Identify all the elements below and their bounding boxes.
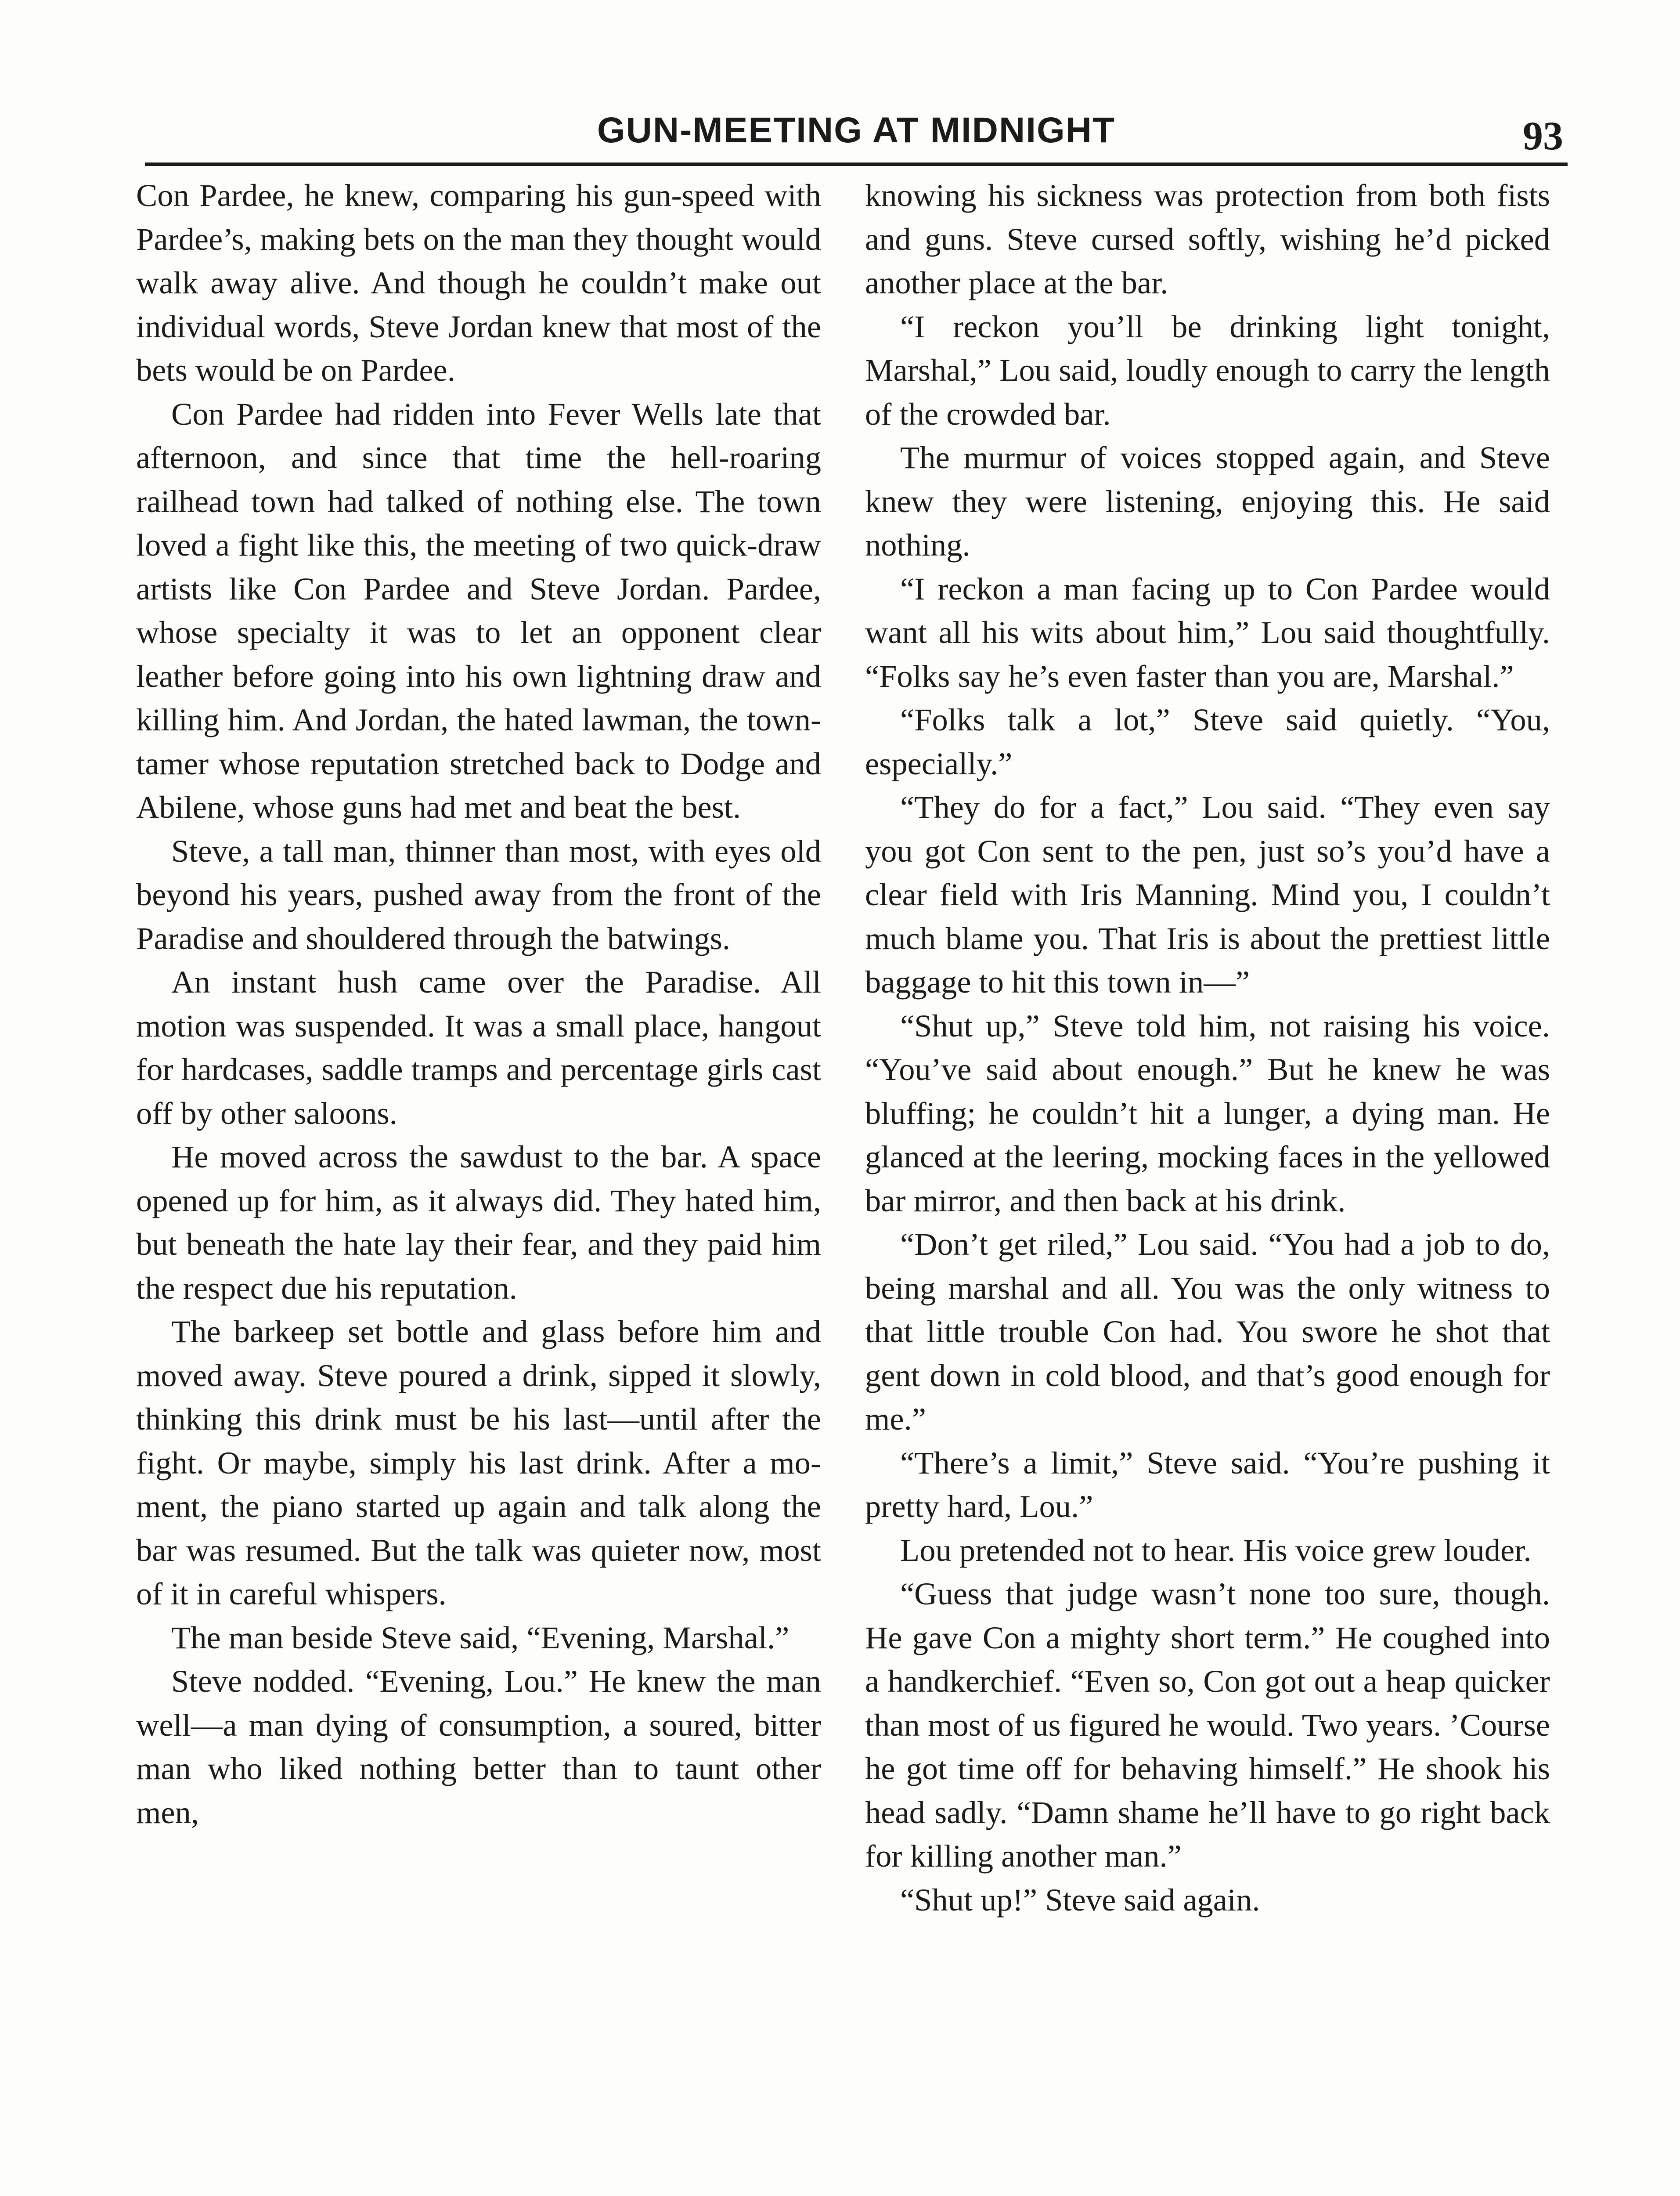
paragraph: The murmur of voices stopped again, and Steve knew they were listening, enjoying this. He said nothing. [865, 440, 1550, 563]
paragraph: “They do for a fact,” Lou said. “They even say you got Con sent to the pen, just so’s you’d have a clear field with Iris Manning. Mind you, I couldn’t much blame you. That Iris is about the prettiest little baggage to hit this town in—” [865, 789, 1550, 1000]
paragraph: “Shut up!” Steve said again. [900, 1882, 1260, 1918]
right-column [865, 173, 1550, 1922]
paragraph: “Guess that judge wasn’t none too sure, though. He gave Con a mighty short term.” He coughed into a handkerchief. “Even so, Con got out a heap quicker than most of us figured he would. Two years. ’Course he got time off for behaving himself.” He shook his head sadly. “Damn shame he’ll have to go right back for killing another man.” [865, 1576, 1550, 1874]
paragraph: The barkeep set bottle and glass before him and moved away. Steve poured a drink, sipped it slowly, thinking this drink must be his last—until after the fight. Or maybe, simply his last drink. After a moment, the piano started up again and talk along the bar was resumed. But the talk was quieter now, most of it in careful whispers. [136, 1314, 821, 1611]
left-column [136, 173, 821, 1834]
paragraph: knowing his sickness was protection from both fists and guns. Steve cursed softly, wishing he’d picked another place at the bar. [865, 177, 1550, 300]
chapter-title: GUN-MEETING AT MIDNIGHT [597, 110, 1116, 150]
paragraph: An instant hush came over the Paradise. All motion was suspended. It was a small place, hangout for hardcases, saddle tramps and percentage girls cast off by other saloons. [136, 964, 821, 1131]
paragraph: “I reckon a man facing up to Con Pardee would want all his wits about him,” Lou said thoughtfully. “Folks say he’s even faster than you are, Marshal.” [865, 571, 1550, 694]
paragraph: Lou pretended not to hear. His voice grew louder. [900, 1532, 1532, 1568]
paragraph: “Folks talk a lot,” Steve said quietly. “You, especially.” [865, 702, 1550, 781]
paragraph: “There’s a limit,” Steve said. “You’re pushing it pretty hard, Lou.” [865, 1445, 1550, 1524]
paragraph: Steve, a tall man, thinner than most, with eyes old beyond his years, pushed away from the front of the Paradise and shouldered through the batwings. [136, 833, 821, 956]
paragraph: “Shut up,” Steve told him, not raising his voice. “You’ve said about enough.” But he knew he was bluffing; he couldn’t hit a lunger, a dying man. He glanced at the leering, mocking faces in the yellowed bar mirror, and then back at his drink. [865, 1008, 1550, 1218]
paragraph: Steve nodded. “Evening, Lou.” He knew the man well—a man dying of consumption, a soured, bitter man who liked nothing better than to taunt other men, [136, 1663, 821, 1830]
paragraph: Con Pardee had ridden into Fever Wells late that afternoon, and since that time the hell-roaring railhead town had talked of nothing else. The town loved a fight like this, the meeting of two quick-draw artists like Con Pardee and Steve Jordan. Pardee, whose specialty it was to let an opponent clear leather before going into his own lightning draw and killing him. And Jordan, the hated lawman, the town-tamer whose reputation stretched back to Dodge and Abilene, whose guns had met and beat the best. [136, 396, 821, 825]
paragraph: “Don’t get riled,” Lou said. “You had a job to do, being marshal and all. You was the only witness to that little trouble Con had. You swore he shot that gent down in cold blood, and that’s good enough for me.” [865, 1226, 1550, 1437]
header-rule [145, 163, 1568, 166]
paragraph: He moved across the sawdust to the bar. A space opened up for him, as it always did. They hated him, but beneath the hate lay their fear, and they paid him the respect due his reputation. [136, 1139, 821, 1306]
paragraph: Con Pardee, he knew, comparing his gun-speed with Pardee’s, making bets on the man they thought would walk away alive. And though he couldn’t make out individual words, Steve Jordan knew that most of the bets would be on Pardee. [136, 177, 821, 388]
running-header [145, 101, 1568, 167]
paragraph: The man beside Steve said, “Evening, Marshal.” [171, 1619, 790, 1655]
page-number: 93 [1523, 113, 1563, 158]
paragraph: “I reckon you’ll be drinking light tonight, Marshal,” Lou said, loudly enough to carry the length of the crowded bar. [865, 308, 1550, 432]
